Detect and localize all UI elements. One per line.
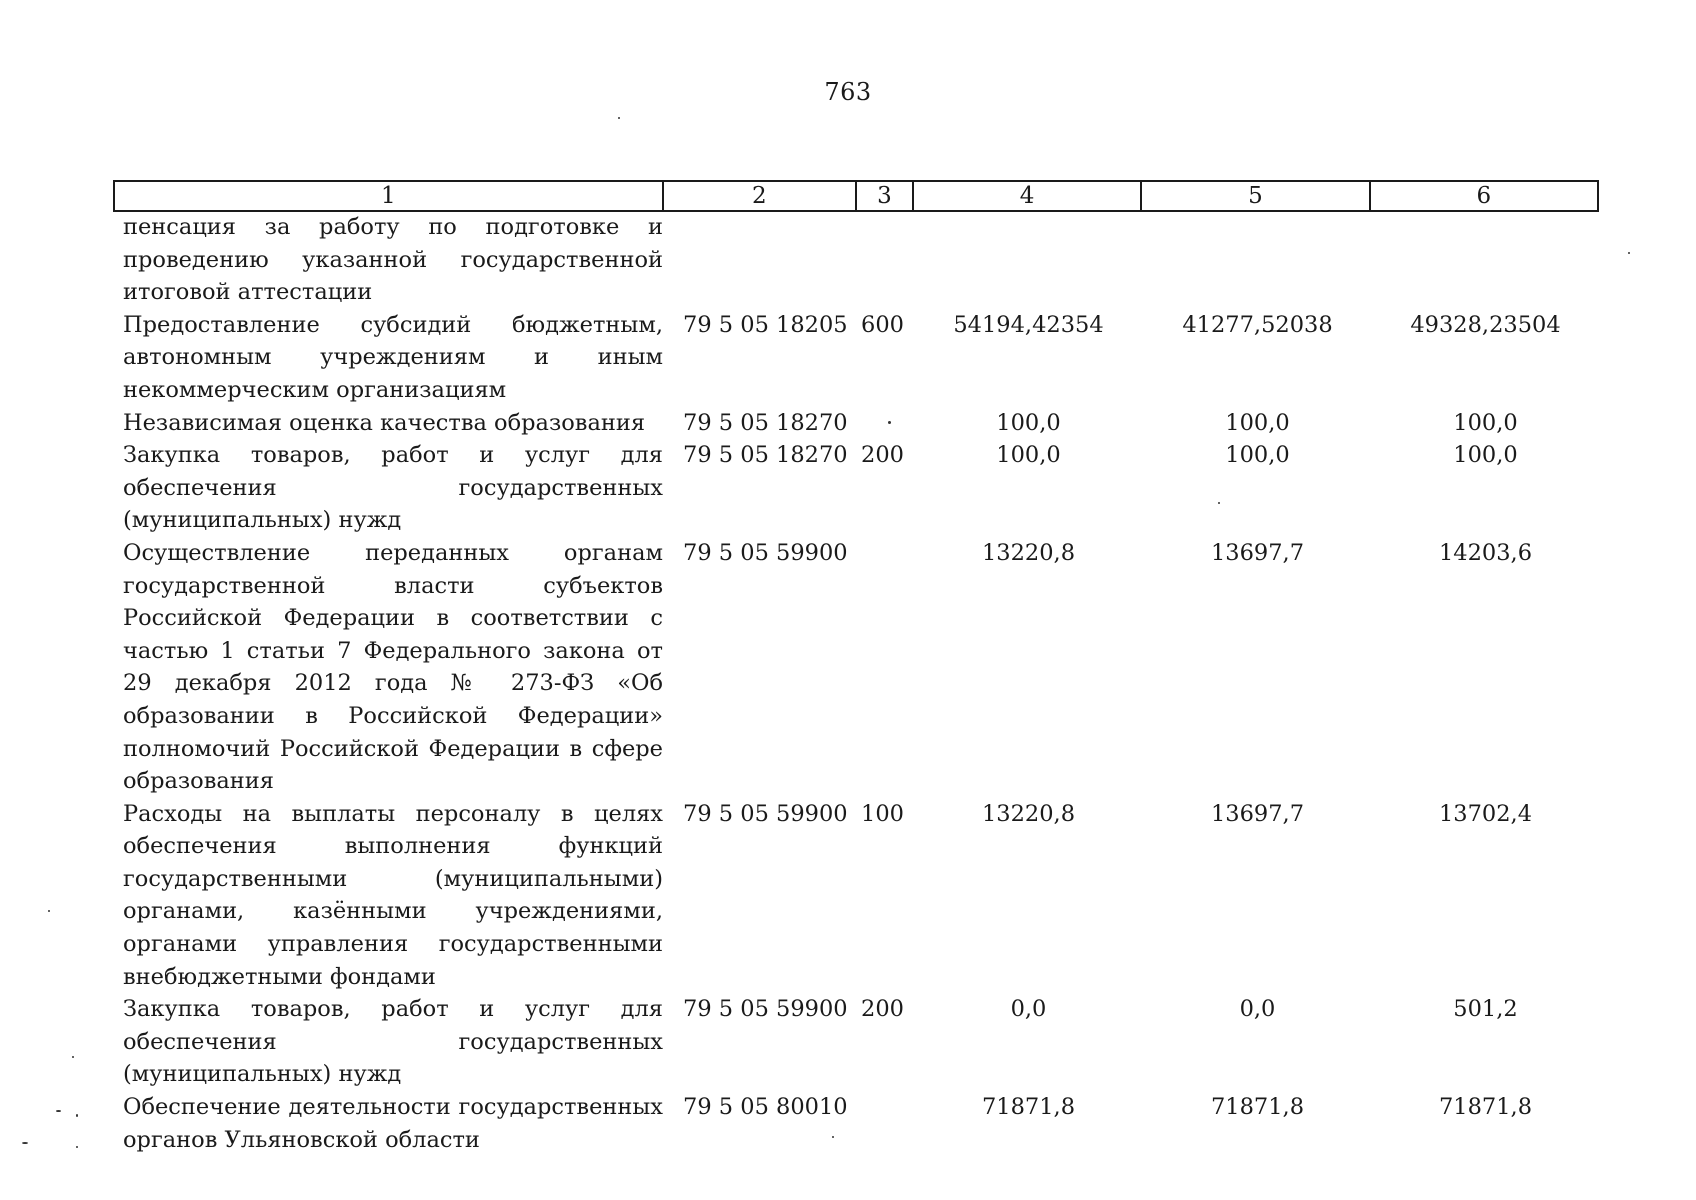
scan-speck [22,1142,28,1144]
row-description: Осуществление переданных органам государственной власти субъектов Российской Федерации в соответствии с частью 1 статьи 7 Федерального закона от 29 декабря 2012 года № 273-ФЗ «Об образовании в Российской Федерации» полномочий Российской Федерации в сфере образования [123,539,663,795]
row-value-col5: 0,0 [1239,996,1276,1023]
row-code: 79 5 05 18270 [683,409,848,436]
row-type: 600 [861,311,904,338]
row-type: 200 [861,996,904,1023]
row-description: Закупка товаров, работ и услуг для обеспечения государственных (муниципальных) нужд [123,996,663,1088]
table-row [113,407,1599,440]
column-header-2: 2 [664,182,857,210]
column-header-1: 1 [115,182,664,210]
column-header-6: 6 [1476,183,1492,209]
row-description: Закупка товаров, работ и услуг для обеспечения государственных (муниципальных) нужд [123,442,663,534]
column-header-5: 5 [1142,182,1370,210]
row-description: Обеспечение деятельности государственных органов Ульяновской области [123,1094,663,1153]
scan-speck [76,1146,78,1148]
row-value-col4: 71871,8 [981,1094,1076,1121]
row-code: 79 5 05 18270 [683,442,848,469]
table-row [113,1091,1599,1156]
row-code: 79 5 05 18205 [683,311,848,338]
row-value-col5: 71871,8 [1210,1094,1305,1121]
row-value-col4: 13220,8 [981,539,1076,566]
column-header-4: 4 [914,182,1142,210]
row-value-col6: 501,2 [1453,996,1518,1023]
row-value-col6: 100,0 [1453,442,1518,469]
row-code: 79 5 05 59900 [683,996,848,1023]
table-row [113,211,1599,309]
scan-speck [76,1114,78,1117]
row-value-col5: 100,0 [1225,442,1290,469]
row-value-col6: 49328,23504 [1410,311,1561,338]
row-code: 79 5 05 59900 [683,800,848,827]
row-value-col6: 14203,6 [1438,539,1533,566]
scan-speck [48,910,50,912]
row-value-col4: 100,0 [996,442,1061,469]
column-header-3: 3 [857,182,914,210]
table-row [113,439,1599,537]
row-value-col5: 100,0 [1225,409,1290,436]
table-header-row [113,180,1599,212]
scan-speck [832,1136,834,1138]
row-value-col4: 0,0 [1010,996,1047,1023]
table-body [113,211,1599,1156]
scan-speck [56,1110,61,1112]
scan-speck [1218,502,1220,504]
table-row [113,798,1599,994]
row-value-col5: 13697,7 [1210,800,1305,827]
row-description: Предоставление субсидий бюджетным, автономным учреждениям и иным некоммерческим организациям [123,311,663,403]
row-type: 100 [861,800,904,827]
row-description: Независимая оценка качества образования [123,409,646,436]
row-value-col4: 54194,42354 [953,311,1104,338]
row-value-col5: 41277,52038 [1182,311,1333,338]
scan-speck [72,1056,74,1058]
row-type: 200 [861,442,904,469]
row-value-col6: 13702,4 [1438,800,1533,827]
table-row [113,537,1599,798]
table-row [113,993,1599,1091]
scan-speck [618,117,620,119]
row-value-col5: 13697,7 [1210,539,1305,566]
scan-speck [1628,252,1630,254]
scan-speck [888,421,891,424]
row-value-col6: 100,0 [1453,409,1518,436]
row-code: 79 5 05 59900 [683,539,848,566]
row-value-col4: 100,0 [996,409,1061,436]
row-value-col6: 71871,8 [1438,1094,1533,1121]
page-number: 763 [824,78,872,106]
row-description: Расходы на выплаты персоналу в целях обеспечения выполнения функций государственными (муниципальными) органами, казёнными учреждениями, органами управления государственными внебюджетными фондами [123,800,663,990]
row-description: пенсация за работу по подготовке и проведению указанной государственной итоговой аттестации [123,214,663,306]
row-value-col4: 13220,8 [981,800,1076,827]
table-row [113,309,1599,407]
row-code: 79 5 05 80010 [683,1094,848,1121]
